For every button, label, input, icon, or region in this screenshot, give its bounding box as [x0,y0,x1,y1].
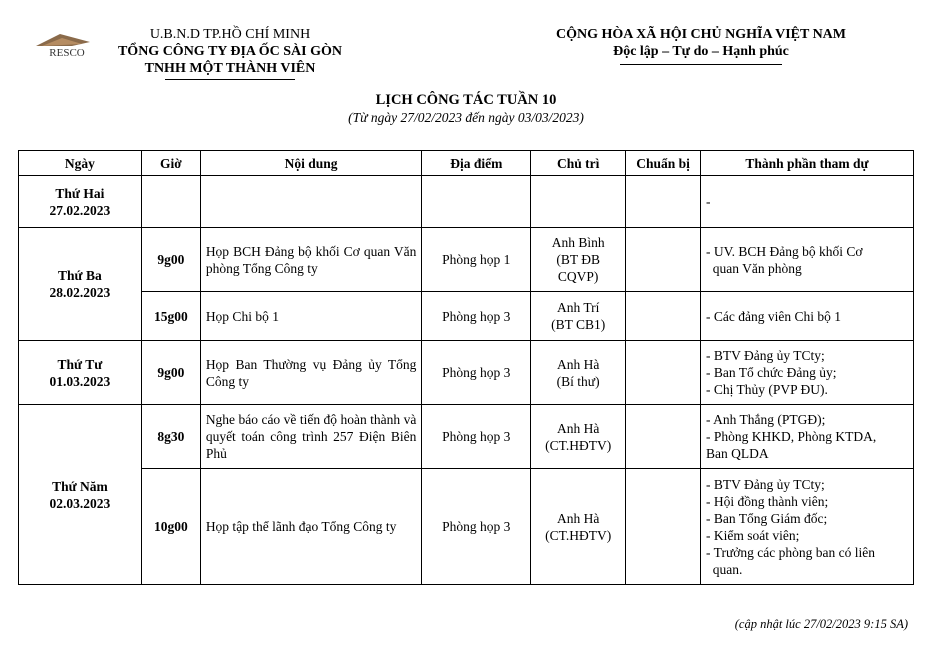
preparation-cell [626,228,701,292]
attendees-cell [701,176,914,228]
attendee-line: - Các đảng viên Chi bộ 1 [706,308,842,324]
chair-line: Anh Bình [551,235,605,250]
table-row [19,292,914,341]
attendees-cell [701,228,914,292]
org-underline [165,79,295,80]
table-row [19,228,914,292]
location-cell: Phòng họp 3 [422,341,531,405]
day-date: 01.03.2023 [49,373,111,389]
attendee-line: quan. [706,561,743,577]
column-header-content: Nội dung [200,151,422,176]
attendee-line: - Ban Tổng Giám đốc; [706,510,828,526]
day-cell [19,228,142,341]
location-cell [422,176,531,228]
chair-cell [531,341,626,405]
attendee-line: - Kiểm soát viên; [706,527,800,543]
chair-line: Anh Hà [556,510,600,526]
chair-line: (BT CB1) [551,317,606,332]
logo-text: RESCO [49,47,85,59]
chair-cell [531,292,626,341]
table-row [19,405,914,469]
attendee-line: - UV. BCH Đảng bộ khối Cơ [706,243,863,259]
chair-line: (BT ĐB [556,252,600,267]
column-header-attendees: Thành phần tham dự [701,151,914,176]
chair-line: CQVP) [557,269,599,284]
chair-line: Anh Hà [556,356,600,372]
table-row [19,469,914,585]
time-cell: 10g00 [141,469,200,585]
chair-cell [531,469,626,585]
chair-line: Anh Hà [556,420,600,436]
content-cell [200,176,422,228]
attendee-line: - Anh Thắng (PTGĐ); [706,412,826,427]
attendee-line: - Ban Tổ chức Đảng ủy; [706,365,837,380]
attendees-cell [701,469,914,585]
attendee-line: - Phòng KHKD, Phòng KTDA, [706,429,877,444]
document-title: LỊCH CÔNG TÁC TUẦN 10 [375,92,557,108]
preparation-cell [626,405,701,469]
attendee-line: - [706,194,711,209]
preparation-cell [626,176,701,228]
content-cell: Họp BCH Đảng bộ khối Cơ quan Văn phòng Tổng Công ty [200,228,422,292]
column-header-day: Ngày [19,151,142,176]
day-cell [19,405,142,585]
content-cell: Họp Chi bộ 1 [200,292,422,341]
column-header-chair: Chủ trì [531,151,626,176]
attendee-line: Ban QLDA [706,446,769,461]
time-cell: 15g00 [141,292,200,341]
time-cell: 9g00 [141,228,200,292]
national-title: CỘNG HÒA XÃ HỘI CHỦ NGHĨA VIỆT NAM [555,27,846,42]
attendee-line: - Chị Thủy (PVP ĐU). [706,382,828,397]
chair-line: (Bí thư) [556,373,600,389]
attendee-line: - BTV Đảng ủy TCty; [706,348,825,363]
national-header [530,26,872,65]
table-header-row [19,151,914,176]
column-header-time: Giờ [141,151,200,176]
attendees-cell [701,292,914,341]
day-cell [19,176,142,228]
day-date: 27.02.2023 [49,202,111,218]
preparation-cell [626,292,701,341]
national-motto: Độc lập – Tự do – Hạnh phúc [613,44,789,59]
attendee-line: - BTV Đảng ủy TCty; [706,476,825,492]
time-cell [141,176,200,228]
preparation-cell [626,341,701,405]
location-cell: Phòng họp 3 [422,469,531,585]
preparation-cell [626,469,701,585]
chair-cell [531,405,626,469]
column-header-location: Địa điểm [422,151,531,176]
day-cell [19,341,142,405]
attendee-line: - Trưởng các phòng ban có liên [706,544,875,560]
attendee-line: - Hội đồng thành viên; [706,493,829,509]
org-line-1: U.B.N.D TP.HỒ CHÍ MINH [149,27,311,42]
attendees-cell [701,341,914,405]
update-timestamp: (cập nhật lúc 27/02/2023 9:15 SA) [734,617,908,631]
day-name: Thứ Hai [55,185,105,201]
chair-line: (CT.HĐTV) [545,527,612,543]
schedule-table [18,150,914,585]
content-cell: Nghe báo cáo về tiến độ hoàn thành và quyết toán công trình 257 Điện Biên Phủ [200,405,422,469]
day-name: Thứ Ba [58,268,102,283]
day-name: Thứ Tư [57,356,103,372]
location-cell: Phòng họp 1 [422,228,531,292]
attendees-cell [701,405,914,469]
resco-logo [32,32,102,60]
table-row [19,176,914,228]
content-cell: Họp Ban Thường vụ Đảng ủy Tổng Công ty [200,341,422,405]
schedule-body [19,176,914,585]
chair-line: Anh Trí [556,300,600,315]
chair-cell [531,228,626,292]
org-line-2: TỔNG CÔNG TY ĐỊA ỐC SÀI GÒN [117,44,343,59]
org-line-3: TNHH MỘT THÀNH VIÊN [144,61,316,76]
location-cell: Phòng họp 3 [422,292,531,341]
motto-underline [620,64,782,65]
attendee-line: quan Văn phòng [706,260,802,276]
day-name: Thứ Năm [52,478,108,494]
chair-line: (CT.HĐTV) [545,437,612,453]
document-subtitle: (Từ ngày 27/02/2023 đến ngày 03/03/2023) [348,110,584,125]
column-header-preparation: Chuẩn bị [626,151,701,176]
location-cell: Phòng họp 3 [422,405,531,469]
time-cell: 8g30 [141,405,200,469]
table-row [19,341,914,405]
time-cell: 9g00 [141,341,200,405]
content-cell: Họp tập thể lãnh đạo Tổng Công ty [200,469,422,585]
chair-cell [531,176,626,228]
day-date: 28.02.2023 [49,285,111,300]
day-date: 02.03.2023 [49,495,111,511]
organization-header [100,26,360,80]
